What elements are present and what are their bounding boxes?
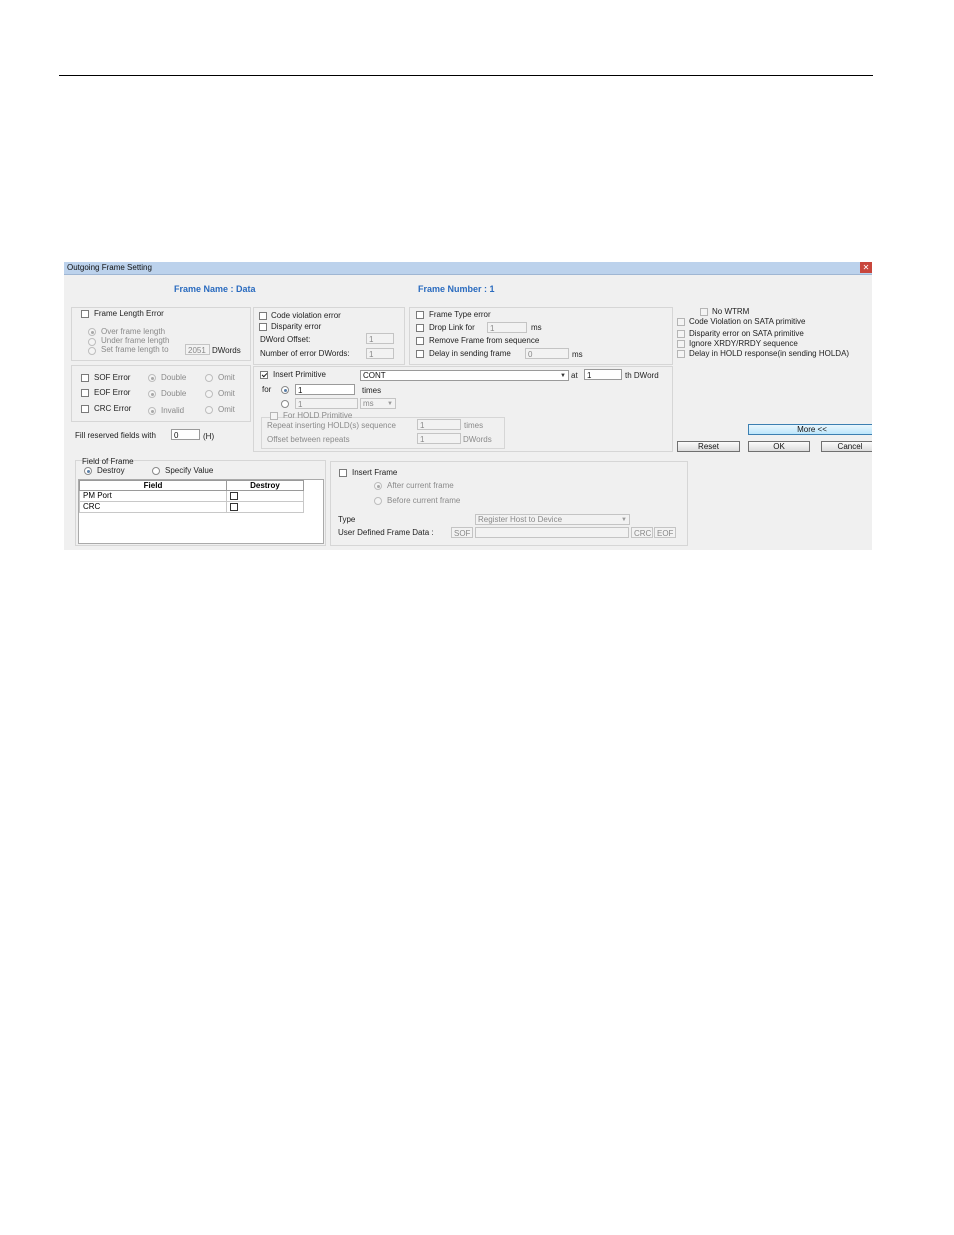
eof-field: EOF	[654, 527, 676, 538]
type-label: Type	[338, 515, 356, 524]
th-dword-label: th DWord	[625, 371, 659, 380]
eof-double-radio[interactable]	[148, 390, 156, 398]
delay-sending-input[interactable]: 0	[525, 348, 569, 359]
times-radio[interactable]	[281, 386, 289, 394]
disparity-sata-checkbox[interactable]	[677, 330, 685, 338]
dword-offset-input[interactable]: 1	[366, 333, 394, 344]
reset-button[interactable]: Reset	[677, 441, 740, 452]
field-cell: PM Port	[80, 491, 227, 502]
destroy-checkbox[interactable]	[230, 492, 238, 500]
crc-invalid-label: Invalid	[161, 406, 185, 415]
outgoing-frame-setting-dialog	[64, 262, 872, 550]
drop-link-unit: ms	[531, 323, 542, 332]
no-wtrm-checkbox[interactable]	[700, 308, 708, 316]
cancel-button[interactable]: Cancel	[821, 441, 872, 452]
at-label: at	[571, 371, 578, 380]
set-frame-length-radio[interactable]	[88, 347, 96, 355]
over-frame-length-radio[interactable]	[88, 328, 96, 336]
repeat-hold-label: Repeat inserting HOLD(s) sequence	[267, 421, 396, 430]
destroy-checkbox[interactable]	[230, 503, 238, 511]
frame-type-error-checkbox[interactable]	[416, 311, 424, 319]
under-frame-length-radio[interactable]	[88, 338, 96, 346]
offset-repeats-unit: DWords	[463, 435, 492, 444]
ignore-xrdy-checkbox[interactable]	[677, 340, 685, 348]
eof-double-label: Double	[161, 389, 187, 398]
sof-double-radio[interactable]	[148, 374, 156, 382]
field-table	[79, 480, 304, 513]
delay-sending-checkbox[interactable]	[416, 350, 424, 358]
primitive-select-value: CONT	[363, 371, 386, 380]
frame-type-error-label: Frame Type error	[429, 310, 491, 319]
delay-hold-label: Delay in HOLD response(in sending HOLDA)	[689, 349, 850, 358]
sof-field: SOF	[451, 527, 473, 538]
remove-frame-label: Remove Frame from sequence	[429, 336, 540, 345]
sof-double-label: Double	[161, 373, 187, 382]
after-current-frame-radio[interactable]	[374, 482, 382, 490]
code-violation-sata-label: Code Violation on SATA primitive	[689, 317, 806, 326]
for-label: for	[262, 385, 272, 394]
more-button[interactable]: More <<	[748, 424, 872, 435]
ms-unit-value: ms	[363, 399, 374, 408]
ignore-xrdy-label: Ignore XRDY/RRDY sequence	[689, 339, 798, 348]
disparity-sata-label: Disparity error on SATA primitive	[689, 329, 804, 338]
destroy-radio-label: Destroy	[97, 466, 125, 475]
delay-hold-checkbox[interactable]	[677, 350, 685, 358]
insert-primitive-checkbox[interactable]	[260, 371, 268, 379]
frame-name-label: Frame Name : Data	[174, 284, 256, 294]
chevron-down-icon: ▼	[560, 373, 566, 379]
dialog-title: Outgoing Frame Setting	[67, 263, 152, 272]
chevron-down-icon: ▼	[621, 517, 627, 523]
over-frame-length-label: Over frame length	[101, 327, 166, 336]
hold-primitive-checkbox[interactable]	[270, 412, 278, 420]
user-defined-frame-label: User Defined Frame Data :	[338, 528, 434, 537]
frame-number-label: Frame Number : 1	[418, 284, 495, 294]
repeat-hold-input[interactable]: 1	[417, 419, 461, 430]
delay-sending-label: Delay in sending frame	[429, 349, 511, 358]
set-frame-length-label: Set frame length to	[101, 345, 169, 354]
specify-value-radio[interactable]	[152, 467, 160, 475]
dword-offset-label: DWord Offset:	[260, 335, 311, 344]
specify-value-label: Specify Value	[165, 466, 214, 475]
insert-frame-checkbox[interactable]	[339, 469, 347, 477]
field-cell: CRC	[80, 502, 227, 513]
before-current-frame-label: Before current frame	[387, 496, 461, 505]
frame-length-input[interactable]: 2051	[185, 344, 210, 355]
after-current-frame-label: After current frame	[387, 481, 454, 490]
eof-omit-label: Omit	[218, 389, 235, 398]
crc-error-checkbox[interactable]	[81, 405, 89, 413]
page-top-rule	[59, 75, 873, 76]
crc-omit-label: Omit	[218, 405, 235, 414]
sof-omit-label: Omit	[218, 373, 235, 382]
insert-primitive-label: Insert Primitive	[273, 370, 326, 379]
field-of-frame-title: Field of Frame	[82, 457, 134, 466]
eof-error-label: EOF Error	[94, 388, 131, 397]
repeat-hold-unit: times	[464, 421, 484, 430]
ms-radio[interactable]	[281, 400, 289, 408]
offset-repeats-input[interactable]: 1	[417, 433, 461, 444]
frame-type-select-value: Register Host to Device	[478, 515, 563, 524]
sof-error-checkbox[interactable]	[81, 374, 89, 382]
times-input[interactable]: 1	[295, 384, 355, 395]
frame-length-error-checkbox[interactable]	[81, 310, 89, 318]
ms-unit-select[interactable]	[360, 398, 396, 409]
chevron-down-icon: ▼	[387, 401, 393, 407]
error-dwords-input[interactable]: 1	[366, 348, 394, 359]
drop-link-input[interactable]: 1	[487, 322, 527, 333]
destroy-cell	[227, 502, 304, 513]
under-frame-length-label: Under frame length	[101, 336, 170, 345]
at-dword-input[interactable]: 1	[584, 369, 622, 380]
fill-reserved-suffix: (H)	[203, 432, 215, 441]
no-wtrm-label: No WTRM	[712, 307, 750, 316]
hold-primitive-label: For HOLD Primitive	[283, 411, 353, 420]
code-violation-error-label: Code violation error	[271, 311, 341, 320]
drop-link-label: Drop Link for	[429, 323, 475, 332]
destroy-radio[interactable]	[84, 467, 92, 475]
dialog-titlebar	[64, 262, 872, 275]
disparity-error-checkbox[interactable]	[259, 323, 267, 331]
table-row	[80, 491, 304, 502]
sof-error-label: SOF Error	[94, 373, 131, 382]
remove-frame-checkbox[interactable]	[416, 337, 424, 345]
fill-reserved-label: Fill reserved fields with	[75, 431, 156, 440]
insert-frame-label: Insert Frame	[352, 468, 398, 477]
close-icon[interactable]: ✕	[860, 262, 872, 273]
frame-length-error-label: Frame Length Error	[94, 309, 164, 318]
sof-omit-radio[interactable]	[205, 374, 213, 382]
drop-link-checkbox[interactable]	[416, 324, 424, 332]
user-defined-frame-input[interactable]	[475, 527, 629, 538]
fill-reserved-input[interactable]: 0	[171, 429, 200, 440]
frame-type-select[interactable]	[475, 514, 630, 525]
eof-omit-radio[interactable]	[205, 390, 213, 398]
offset-repeats-label: Offset between repeats	[267, 435, 350, 444]
code-violation-error-checkbox[interactable]	[259, 312, 267, 320]
crc-error-label: CRC Error	[94, 404, 132, 413]
destroy-cell	[227, 491, 304, 502]
field-column-header: Field	[80, 481, 227, 491]
crc-field: CRC	[631, 527, 653, 538]
crc-invalid-radio[interactable]	[148, 407, 156, 415]
primitive-select[interactable]	[360, 370, 569, 381]
disparity-error-label: Disparity error	[271, 322, 322, 331]
times-label: times	[362, 386, 382, 395]
ok-button[interactable]: OK	[748, 441, 810, 452]
crc-omit-radio[interactable]	[205, 406, 213, 414]
before-current-frame-radio[interactable]	[374, 497, 382, 505]
delay-sending-unit: ms	[572, 350, 583, 359]
code-violation-sata-checkbox[interactable]	[677, 318, 685, 326]
frame-length-unit: DWords	[212, 346, 241, 355]
ms-input[interactable]: 1	[295, 398, 358, 409]
destroy-column-header: Destroy	[227, 481, 304, 491]
error-dwords-label: Number of error DWords:	[260, 349, 350, 358]
table-row	[80, 502, 304, 513]
eof-error-checkbox[interactable]	[81, 389, 89, 397]
